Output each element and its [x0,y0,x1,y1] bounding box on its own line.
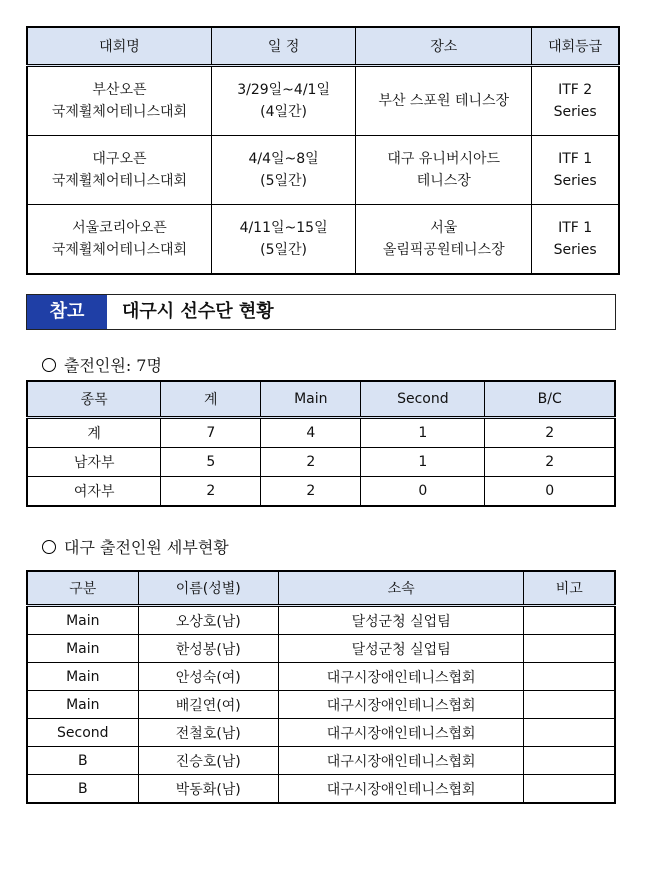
table-cell: 1 [361,418,485,448]
header-cell: 구분 [27,571,138,606]
category-cell: Main [27,663,138,691]
detail-bullet [42,535,229,558]
remarks-cell [524,747,615,775]
name-cell: 전철호(남) [138,719,278,747]
tournament-venue: 부산 스포원 테니스장 [356,66,532,136]
header-cell: Second [361,381,485,418]
section-title: 대구시 선수단 현황 [122,301,274,322]
table-cell: 여자부 [27,477,161,507]
table-header-row [27,381,615,418]
table-row [27,66,619,136]
affiliation-cell: 대구시장애인테니스협회 [278,663,524,691]
header-cell: 이름(성별) [138,571,278,606]
category-cell: Main [27,606,138,635]
tournament-date: 4/4일~8일 (5일간) [211,136,355,205]
tournament-date: 3/29일~4/1일 (4일간) [211,66,355,136]
table-row [27,719,615,747]
table-row [27,448,615,477]
tournament-date: 4/11일~15일 (5일간) [211,205,355,275]
remarks-cell [524,663,615,691]
header-cell: 계 [161,381,261,418]
table-cell: 5 [161,448,261,477]
table-header-row [27,571,615,606]
table-cell: 2 [261,448,361,477]
affiliation-cell: 대구시장애인테니스협회 [278,691,524,719]
table-cell: 0 [485,477,615,507]
table-cell: 4 [261,418,361,448]
table-row [27,663,615,691]
summary-bullet-text: 출전인원: 7명 [64,356,162,375]
table-cell: 계 [27,418,161,448]
affiliation-cell: 달성군청 실업팀 [278,635,524,663]
participant-summary-table [26,380,616,507]
header-cell: 대회명 [27,27,211,66]
table-cell: 2 [485,418,615,448]
name-cell: 박동화(남) [138,775,278,804]
table-cell: 2 [261,477,361,507]
name-cell: 오상호(남) [138,606,278,635]
name-cell: 한성봉(남) [138,635,278,663]
detail-bullet-text: 대구 출전인원 세부현황 [64,538,229,557]
tournament-schedule-table [26,26,620,275]
header-cell: 대회등급 [532,27,619,66]
affiliation-cell: 달성군청 실업팀 [278,606,524,635]
header-cell: 종목 [27,381,161,418]
header-cell: 소속 [278,571,524,606]
remarks-cell [524,635,615,663]
table-cell: 0 [361,477,485,507]
tournament-venue: 서울 올림픽공원테니스장 [356,205,532,275]
tournament-grade: ITF 2 Series [532,66,619,136]
remarks-cell [524,691,615,719]
circle-bullet-icon [42,358,56,372]
category-cell: B [27,775,138,804]
table-cell: 7 [161,418,261,448]
category-cell: Main [27,691,138,719]
tournament-name: 대구오픈 국제휠체어테니스대회 [27,136,211,205]
tournament-name: 부산오픈 국제휠체어테니스대회 [27,66,211,136]
affiliation-cell: 대구시장애인테니스협회 [278,747,524,775]
tournament-venue: 대구 유니버시아드 테니스장 [356,136,532,205]
table-row [27,691,615,719]
category-cell: Main [27,635,138,663]
tournament-grade: ITF 1 Series [532,205,619,275]
header-cell: 일 정 [211,27,355,66]
table-row [27,775,615,804]
section-header [26,294,616,330]
table-row [27,418,615,448]
name-cell: 진승호(남) [138,747,278,775]
remarks-cell [524,719,615,747]
name-cell: 안성숙(여) [138,663,278,691]
remarks-cell [524,775,615,804]
table-cell: 1 [361,448,485,477]
table-header-row [27,27,619,66]
table-cell: 2 [485,448,615,477]
affiliation-cell: 대구시장애인테니스협회 [278,775,524,804]
table-row [27,635,615,663]
header-cell: Main [261,381,361,418]
table-cell: 2 [161,477,261,507]
tournament-name: 서울코리아오픈 국제휠체어테니스대회 [27,205,211,275]
table-cell: 남자부 [27,448,161,477]
section-tag: 참고 [27,295,107,329]
table-row [27,205,619,275]
circle-bullet-icon [42,540,56,554]
table-row [27,747,615,775]
table-row [27,606,615,635]
tournament-grade: ITF 1 Series [532,136,619,205]
header-cell: B/C [485,381,615,418]
category-cell: B [27,747,138,775]
participant-detail-table [26,570,616,804]
name-cell: 배길연(여) [138,691,278,719]
header-cell: 장소 [356,27,532,66]
affiliation-cell: 대구시장애인테니스협회 [278,719,524,747]
remarks-cell [524,606,615,635]
header-cell: 비고 [524,571,615,606]
category-cell: Second [27,719,138,747]
table-row [27,136,619,205]
summary-bullet [42,353,162,376]
table-row [27,477,615,507]
